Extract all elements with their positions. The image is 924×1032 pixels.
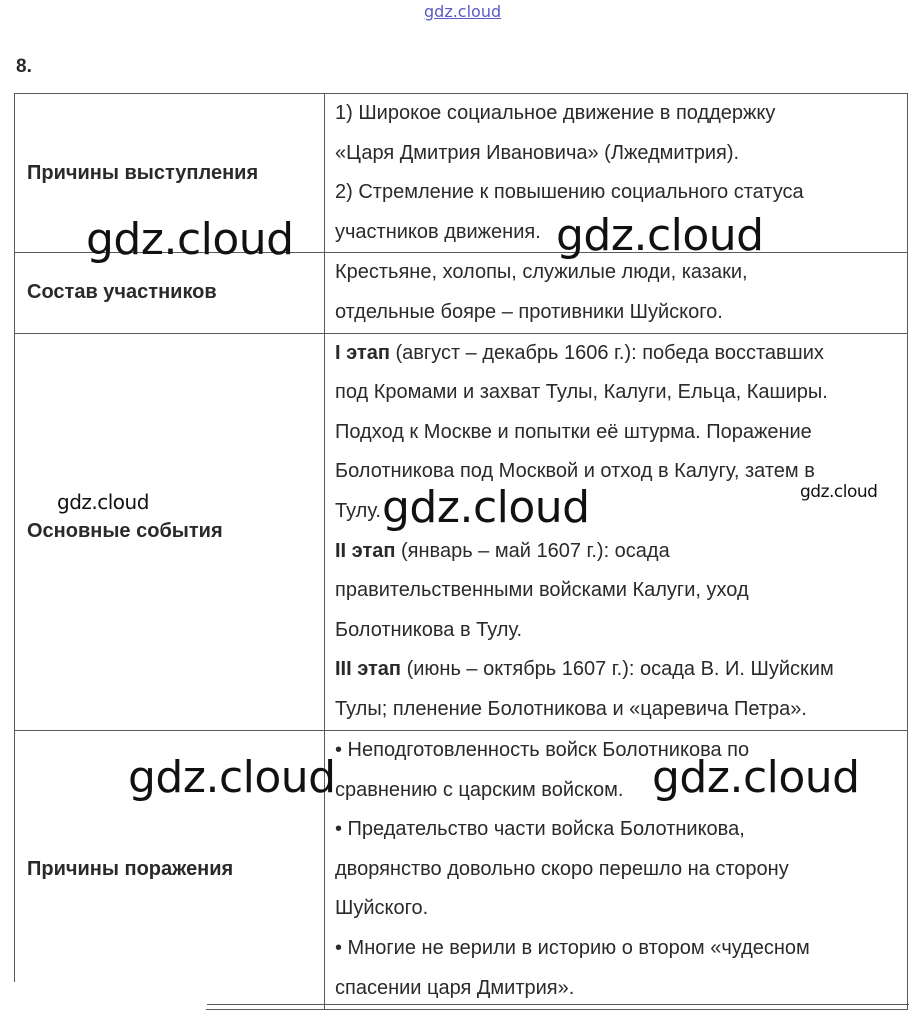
- text-line: под Кромами и захват Тулы, Калуги, Ельца, Каширы.: [335, 381, 828, 404]
- watermark: gdz.cloud: [128, 752, 336, 803]
- text-line: • Неподготовленность войск Болотникова по: [335, 738, 750, 761]
- row-content: [325, 253, 908, 333]
- text-line: Тулу.: [335, 499, 381, 522]
- stage-text: (август – декабрь 1606 г.): победа восставших: [389, 341, 824, 364]
- stage-text: (январь – май 1607 г.): осада: [395, 539, 670, 562]
- text-line: «Царя Дмитрия Ивановича» (Лжедмитрия).: [335, 141, 740, 164]
- top-watermark-link: gdz.cloud: [424, 2, 502, 21]
- stage-label: II этап: [335, 539, 396, 562]
- text-line: Болотникова под Москвой и отход в Калугу, затем в: [335, 460, 815, 483]
- watermark: gdz.cloud: [652, 752, 860, 803]
- text-line: [335, 532, 895, 572]
- text-line: спасении царя Дмитрия».: [335, 976, 575, 999]
- watermark: gdz.cloud: [556, 210, 764, 261]
- text-line: 2) Стремление к повышению социального статуса: [335, 181, 804, 204]
- text-line: Подход к Москве и попытки её штурма. Поражение: [335, 420, 812, 443]
- text-line: Крестьяне, холопы, служилые люди, казаки,: [335, 261, 748, 284]
- watermark: gdz.cloud: [57, 490, 149, 514]
- text-line: правительственными войсками Калуги, уход: [335, 579, 749, 602]
- text-line: Тулы; пленение Болотникова и «царевича Петра».: [335, 697, 807, 720]
- stage-text: (июнь – октябрь 1607 г.): осада В. И. Шуйским: [401, 658, 834, 681]
- text-line: отдельные бояре – противники Шуйского.: [335, 300, 723, 323]
- stage-label: I этап: [335, 341, 390, 364]
- border-mask: [10, 982, 206, 1012]
- text-line: [335, 334, 895, 374]
- watermark: gdz.cloud: [382, 482, 590, 533]
- stage-label: III этап: [335, 658, 402, 681]
- table-bottom-border: [207, 1004, 909, 1005]
- text-line: • Многие не верили в историю о втором «чудесном: [335, 936, 810, 959]
- watermark: gdz.cloud: [800, 482, 878, 502]
- text-line: Шуйского.: [335, 897, 429, 920]
- text-line: [335, 650, 895, 690]
- text-line: участников движения.: [335, 220, 541, 243]
- text-line: Болотникова в Тулу.: [335, 618, 523, 641]
- row-label: Причины выступления: [15, 94, 325, 253]
- text-line: дворянство довольно скоро перешло на сторону: [335, 857, 789, 880]
- text-line: • Предательство части войска Болотникова,: [335, 818, 745, 841]
- task-number: 8.: [16, 56, 32, 77]
- row-label: Причины поражения: [15, 730, 325, 1009]
- row-label: Основные события: [15, 333, 325, 730]
- row-label: Состав участников: [15, 253, 325, 333]
- watermark: gdz.cloud: [86, 214, 294, 265]
- text-line: сравнению с царским войском.: [335, 778, 624, 801]
- text-line: 1) Широкое социальное движение в поддержку: [335, 102, 776, 124]
